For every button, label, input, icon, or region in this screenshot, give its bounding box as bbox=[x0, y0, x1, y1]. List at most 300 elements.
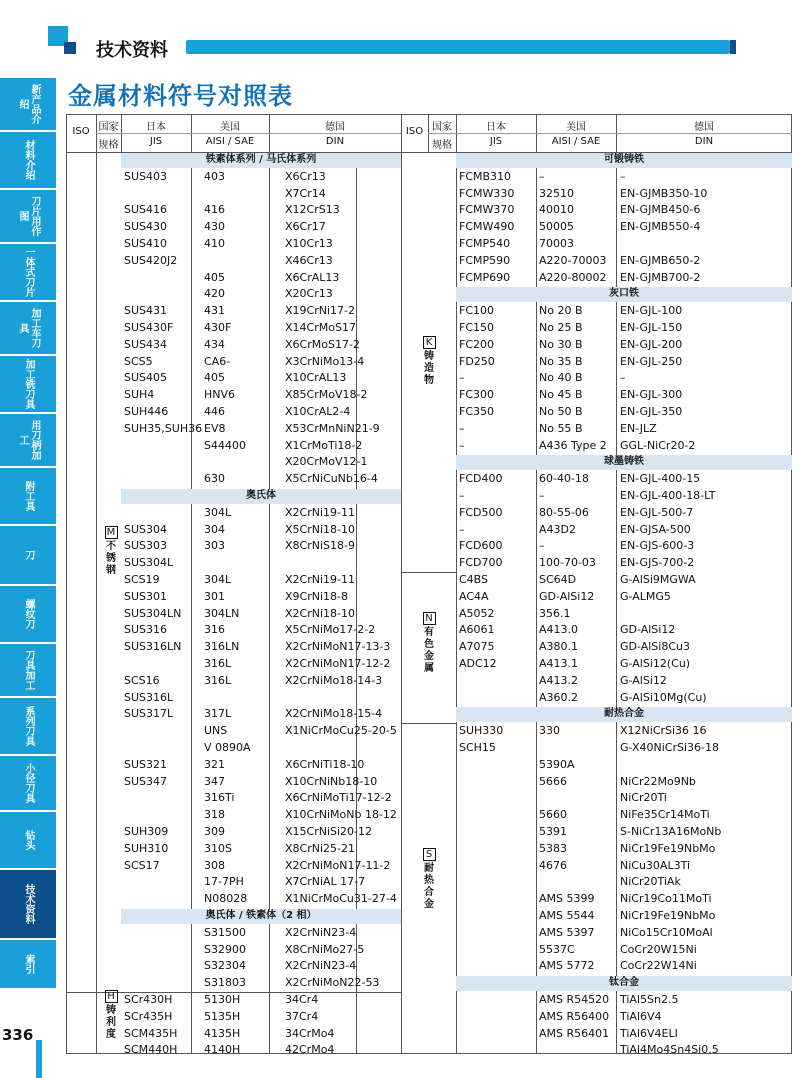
table-cell: X6CrAL13 bbox=[285, 270, 340, 284]
table-cell: EN-GJL-400-15 bbox=[620, 472, 701, 486]
table-cell: SUS303 bbox=[124, 539, 168, 553]
sidebar-item-label: 螺纹刀 bbox=[23, 599, 34, 629]
table-cell: SUH330 bbox=[459, 724, 504, 738]
sidebar-item[interactable] bbox=[0, 644, 56, 698]
table-cell: A360.2 bbox=[539, 690, 579, 704]
table-cell: X7Cr14 bbox=[285, 186, 326, 200]
category-letter: K bbox=[423, 336, 436, 349]
table-cell: 5666 bbox=[539, 774, 567, 788]
table-cell: 50005 bbox=[539, 220, 574, 234]
table-cell: C4BS bbox=[459, 573, 489, 586]
table-cell: SCH15 bbox=[459, 741, 496, 754]
table-cell: SCr430H bbox=[124, 993, 173, 1006]
table-cell: SUS301 bbox=[124, 589, 168, 603]
header-cell: JIS bbox=[149, 136, 163, 147]
table-cell: G-AlSi10Mg(Cu) bbox=[620, 690, 707, 704]
sidebar-item[interactable] bbox=[0, 870, 56, 940]
table-cell: No 25 B bbox=[539, 321, 583, 334]
table-cell: – bbox=[459, 489, 465, 502]
table-cell: X8CrNiS18-9 bbox=[285, 539, 355, 553]
table-cell: 430 bbox=[204, 220, 225, 234]
sidebar-item[interactable] bbox=[0, 132, 56, 190]
grid-line bbox=[456, 114, 457, 1054]
table-cell: X3CrNiMo13-4 bbox=[285, 354, 365, 368]
sidebar-item-label: 钻头 bbox=[23, 830, 34, 850]
table-cell: A6061 bbox=[459, 623, 495, 637]
side-nav bbox=[0, 78, 56, 1008]
table-cell: FCD700 bbox=[459, 556, 503, 570]
grid-line bbox=[96, 114, 97, 1054]
table-cell: SUS321 bbox=[124, 757, 168, 771]
grid-line bbox=[96, 133, 401, 134]
table-cell: X2CrNiMoN17-11-2 bbox=[285, 858, 391, 872]
table-cell: 60-40-18 bbox=[539, 472, 589, 486]
table-cell: GGL-NiCr20-2 bbox=[620, 438, 696, 452]
table-cell: No 40 B bbox=[539, 371, 583, 385]
table-cell: X2CrNiMo18-15-4 bbox=[285, 707, 383, 721]
header-cell: 日本 bbox=[486, 122, 506, 133]
table-cell: 356.1 bbox=[539, 606, 571, 620]
section-header: 奥氏体 bbox=[121, 489, 401, 504]
table-cell: X10CrAL2-4 bbox=[285, 405, 351, 418]
table-cell: X85CrMoV18-2 bbox=[285, 388, 368, 402]
grid-line bbox=[401, 572, 456, 573]
table-cell: NiFe35Cr14MoTi bbox=[620, 808, 710, 822]
table-cell: FCMP690 bbox=[459, 270, 511, 284]
table-cell: FC200 bbox=[459, 337, 495, 351]
table-cell: X2CrNi19-11 bbox=[285, 573, 355, 586]
table-cell: NiCr19Fe19NbMo bbox=[620, 841, 716, 855]
table-cell: X2CrNiMoN17-13-3 bbox=[285, 640, 391, 654]
table-cell: X5CrNi18-10 bbox=[285, 522, 355, 536]
table-cell: – bbox=[539, 169, 545, 183]
table-cell: No 45 B bbox=[539, 388, 583, 402]
material-category bbox=[414, 848, 444, 911]
header-cell: JIS bbox=[489, 136, 503, 147]
table-cell: 32510 bbox=[539, 186, 574, 200]
category-name: 不 bbox=[106, 541, 116, 552]
table-cell: 4676 bbox=[539, 858, 567, 872]
table-cell: 308 bbox=[204, 858, 225, 872]
sidebar-item[interactable] bbox=[0, 586, 56, 644]
table-cell: SUS316LN bbox=[124, 640, 182, 654]
table-cell: SUS317L bbox=[124, 707, 174, 721]
table-cell: G-ALMG5 bbox=[620, 589, 671, 603]
header-cell: 德国 bbox=[325, 122, 345, 133]
table-cell: A413.2 bbox=[539, 673, 579, 687]
category-name: 铸 bbox=[424, 351, 434, 362]
sidebar-item-label: 刀具加工 bbox=[23, 650, 34, 690]
table-cell: SCM440H bbox=[124, 1043, 178, 1057]
sidebar-item[interactable] bbox=[0, 78, 56, 132]
table-cell: SCS19 bbox=[124, 573, 160, 586]
table-cell: X1NiCrMoCu25-20-5 bbox=[285, 724, 397, 738]
grid-line bbox=[401, 723, 456, 724]
table-cell: G-AlSi12 bbox=[620, 673, 667, 687]
table-cell: X6Cr17 bbox=[285, 220, 326, 234]
header-cell: AISI / SAE bbox=[551, 136, 601, 147]
category-name: 金 bbox=[424, 651, 434, 662]
table-cell: SUH309 bbox=[124, 825, 169, 838]
table-cell: HNV6 bbox=[204, 388, 236, 402]
section-header: 可锻铸铁 bbox=[456, 153, 792, 168]
table-cell: SUS304 bbox=[124, 522, 168, 536]
table-cell: ADC12 bbox=[459, 657, 497, 670]
table-cell: S-NiCr13A16MoNb bbox=[620, 825, 722, 838]
category-name: 利 bbox=[106, 1017, 116, 1028]
table-cell: FCMP590 bbox=[459, 253, 511, 267]
table-cell: No 20 B bbox=[539, 304, 583, 318]
category-name: 合 bbox=[424, 887, 434, 898]
table-cell: SUH310 bbox=[124, 841, 169, 855]
table-cell: X2CrNiMo18-14-3 bbox=[285, 673, 383, 687]
table-cell: 5660 bbox=[539, 808, 567, 822]
material-category bbox=[96, 990, 126, 1041]
sidebar-item[interactable] bbox=[0, 356, 56, 414]
table-cell: EN-GJL-100 bbox=[620, 304, 683, 318]
table-cell: 420 bbox=[204, 287, 225, 301]
table-cell: – bbox=[539, 489, 545, 502]
table-cell: X10CrNiMoNb 18-12 bbox=[285, 808, 397, 822]
sidebar-item-label: 加工铣刀具 bbox=[23, 359, 34, 409]
category-letter: S bbox=[423, 848, 436, 861]
table-cell: 5390A bbox=[539, 757, 575, 771]
category-name: 有 bbox=[424, 627, 434, 638]
table-cell: X2CrNiMoN22-53 bbox=[285, 976, 380, 990]
table-cell: 5130H bbox=[204, 993, 241, 1006]
table-cell: – bbox=[620, 169, 626, 183]
table-cell: EN-GJL-350 bbox=[620, 405, 683, 418]
table-cell: 431 bbox=[204, 304, 225, 318]
table-cell: 5537C bbox=[539, 942, 575, 956]
table-cell: CoCr20W15Ni bbox=[620, 942, 697, 956]
table-cell: 4135H bbox=[204, 1026, 241, 1040]
table-cell: V 0890A bbox=[204, 741, 251, 754]
table-cell: No 55 B bbox=[539, 421, 583, 435]
table-cell: FCD600 bbox=[459, 539, 503, 553]
table-cell: No 30 B bbox=[539, 337, 583, 351]
table-cell: TiAl6V4ELI bbox=[620, 1026, 678, 1040]
page-edge-bar bbox=[36, 1040, 42, 1078]
header-cell: 德国 bbox=[694, 122, 714, 133]
header-cell: ISO bbox=[405, 126, 424, 137]
table-cell: X46Cr13 bbox=[285, 253, 333, 267]
sidebar-item[interactable] bbox=[0, 526, 56, 586]
category-letter: N bbox=[423, 612, 436, 625]
table-cell: X15CrNiSi20-12 bbox=[285, 825, 373, 838]
sidebar-item-label: 技术资料 bbox=[23, 884, 34, 924]
table-cell: SUS416 bbox=[124, 203, 168, 217]
table-cell: 430F bbox=[204, 321, 232, 334]
sidebar-item[interactable] bbox=[0, 414, 56, 468]
table-cell: EN-GJMB700-2 bbox=[620, 270, 701, 284]
material-category bbox=[96, 526, 126, 577]
sidebar-item[interactable] bbox=[0, 812, 56, 870]
table-cell: 318 bbox=[204, 808, 225, 822]
table-cell: EN-GJL-150 bbox=[620, 321, 683, 334]
header-cell: DIN bbox=[694, 136, 714, 147]
table-cell: EN-JLZ bbox=[620, 421, 657, 435]
category-letter: H bbox=[105, 990, 118, 1003]
sidebar-item-label: 附工具 bbox=[23, 481, 34, 511]
category-name: 造 bbox=[424, 363, 434, 374]
table-cell: S32304 bbox=[204, 959, 246, 973]
table-cell: X20Cr13 bbox=[285, 287, 333, 301]
sidebar-item-label: 系列刀具 bbox=[23, 706, 34, 746]
sidebar-item-label: 一体式刀片 bbox=[23, 247, 34, 297]
table-cell: SUS304LN bbox=[124, 606, 182, 620]
table-cell: S31803 bbox=[204, 976, 246, 990]
table-cell: X53CrMnNiN21-9 bbox=[285, 421, 380, 435]
table-cell: No 35 B bbox=[539, 354, 583, 368]
sidebar-item-label: 新产品介绍 bbox=[17, 84, 40, 124]
section-header: 铁素体系列 / 马氏体系列 bbox=[121, 153, 401, 168]
table-cell: SUS403 bbox=[124, 169, 168, 183]
table-cell: – bbox=[459, 438, 465, 452]
table-cell: SUS410 bbox=[124, 237, 168, 250]
section-header: 钛合金 bbox=[456, 976, 792, 991]
category-name: 色 bbox=[424, 639, 434, 650]
sidebar-item[interactable] bbox=[0, 468, 56, 526]
category-name: 物 bbox=[424, 375, 434, 386]
table-cell: FCD400 bbox=[459, 472, 503, 486]
table-cell: TiAl5Sn2.5 bbox=[620, 993, 679, 1006]
table-cell: SUS430 bbox=[124, 220, 168, 234]
header-cell: DIN bbox=[325, 136, 345, 147]
table-cell: 304L bbox=[204, 505, 232, 519]
material-category bbox=[414, 336, 444, 387]
table-cell: NiCr20TiAk bbox=[620, 875, 681, 889]
header-cell: AISI / SAE bbox=[205, 136, 255, 147]
table-cell: SUH4 bbox=[124, 388, 155, 402]
table-cell: CA6- bbox=[204, 354, 231, 368]
table-cell: 347 bbox=[204, 774, 225, 788]
table-cell: X2CrNi18-10 bbox=[285, 606, 355, 620]
sidebar-item-label: 索引 bbox=[23, 954, 34, 974]
table-cell: 310S bbox=[204, 841, 232, 855]
table-cell: FCMB310 bbox=[459, 169, 512, 183]
category-name: 度 bbox=[106, 1029, 116, 1040]
table-cell: 303 bbox=[204, 539, 225, 553]
section-title: 技术资料 bbox=[96, 40, 168, 61]
table-cell: CoCr22W14Ni bbox=[620, 959, 697, 973]
sidebar-item[interactable] bbox=[0, 698, 56, 756]
table-cell: SUH35,SUH36 bbox=[124, 421, 203, 435]
table-cell: 5135H bbox=[204, 1009, 241, 1023]
table-cell: G-AlSi12(Cu) bbox=[620, 657, 691, 670]
category-name: 耐 bbox=[424, 863, 434, 874]
table-cell: NiCr19Fe19NbMo bbox=[620, 909, 716, 922]
table-cell: 70003 bbox=[539, 237, 574, 250]
table-cell: SCS5 bbox=[124, 354, 153, 368]
table-cell: A436 Type 2 bbox=[539, 438, 607, 452]
grid-line bbox=[536, 114, 537, 1054]
table-cell: A7075 bbox=[459, 640, 495, 654]
table-cell: EN-GJL-300 bbox=[620, 388, 683, 402]
table-cell: GD-AlSi12 bbox=[539, 589, 595, 603]
header-cell: 美国 bbox=[566, 122, 586, 133]
table-cell: AMS R56401 bbox=[539, 1026, 610, 1040]
table-cell: X12CrS13 bbox=[285, 203, 340, 217]
table-cell: X12NiCrSi36 16 bbox=[620, 724, 707, 738]
table-cell: AMS R54520 bbox=[539, 993, 610, 1006]
table-cell: 34CrMo4 bbox=[285, 1026, 335, 1040]
table-cell: 17-7PH bbox=[204, 875, 244, 889]
category-name: 锈 bbox=[106, 553, 116, 564]
sidebar-item-label: 刀片用作图 bbox=[17, 196, 40, 236]
table-cell: X8CrNiMo27-5 bbox=[285, 942, 365, 956]
table-cell: 304 bbox=[204, 522, 225, 536]
table-cell: UNS bbox=[204, 724, 228, 738]
category-name: 铸 bbox=[106, 1005, 116, 1016]
category-name: 金 bbox=[424, 899, 434, 910]
table-cell: 5383 bbox=[539, 841, 567, 855]
table-cell: SUS420J2 bbox=[124, 253, 178, 267]
table-cell: 317L bbox=[204, 707, 232, 721]
table-cell: A413.1 bbox=[539, 657, 579, 670]
table-cell: NiCr20Ti bbox=[620, 791, 667, 805]
section-header: 耐热合金 bbox=[456, 707, 792, 722]
table-cell: X6CrNiMoTi17-12-2 bbox=[285, 791, 392, 805]
table-cell: EN-GJMB350-10 bbox=[620, 186, 708, 200]
table-cell: GD-AlSi12 bbox=[620, 623, 676, 637]
table-cell: 304LN bbox=[204, 606, 240, 620]
table-cell: EN-GJSA-500 bbox=[620, 522, 691, 536]
table-cell: X1NiCrMoCu31-27-4 bbox=[285, 892, 397, 906]
table-cell: 304L bbox=[204, 573, 232, 586]
table-cell: X5CrNiCuNb16-4 bbox=[285, 472, 378, 486]
sidebar-item-label: 用刀柄加工 bbox=[17, 420, 40, 460]
table-cell: – bbox=[459, 421, 465, 435]
table-cell: FCMW370 bbox=[459, 203, 515, 217]
table-cell: X20CrMoV12-1 bbox=[285, 455, 368, 469]
table-cell: 40010 bbox=[539, 203, 574, 217]
table-cell: AMS 5397 bbox=[539, 925, 595, 939]
table-cell: S32900 bbox=[204, 942, 246, 956]
table-cell: X7CrNiAL 17-7 bbox=[285, 875, 366, 889]
table-cell: 403 bbox=[204, 169, 225, 183]
table-cell: EN-GJL-250 bbox=[620, 354, 683, 368]
table-cell: X2CrNi19-11 bbox=[285, 505, 355, 519]
header-bar bbox=[186, 40, 730, 54]
table-cell: 42CrMo4 bbox=[285, 1043, 335, 1057]
table-cell: EN-GJS-700-2 bbox=[620, 556, 695, 570]
table-cell: X9CrNi18-8 bbox=[285, 589, 348, 603]
table-cell: X5CrNiMo17-2-2 bbox=[285, 623, 376, 637]
section-header: 灰口铁 bbox=[456, 287, 792, 302]
table-cell: 37Cr4 bbox=[285, 1009, 319, 1023]
table-cell: – bbox=[459, 522, 465, 536]
table-cell: FC350 bbox=[459, 405, 495, 418]
header-cell: 国家 bbox=[432, 122, 452, 133]
table-cell: X10CrNiNb18-10 bbox=[285, 774, 378, 788]
table-cell: TiAl6V4 bbox=[620, 1009, 662, 1023]
table-cell: SUS434 bbox=[124, 337, 168, 351]
table-cell: SUH446 bbox=[124, 405, 169, 418]
table-cell: X6CrNiTi18-10 bbox=[285, 757, 365, 771]
table-cell: NiCr19Co11MoTi bbox=[620, 892, 712, 906]
table-cell: 4140H bbox=[204, 1043, 241, 1057]
table-cell: AMS 5399 bbox=[539, 892, 595, 906]
table-cell: 316Ti bbox=[204, 791, 235, 805]
sidebar-item-label: 小径刀具 bbox=[23, 763, 34, 803]
table-cell: 316 bbox=[204, 623, 225, 637]
sidebar-item-label: 材料介绍 bbox=[23, 140, 34, 180]
table-cell: 301 bbox=[204, 589, 225, 603]
table-cell: EN-GJMB650-2 bbox=[620, 253, 701, 267]
table-cell: NiCu30AL3Ti bbox=[620, 858, 691, 872]
header-cell: ISO bbox=[72, 126, 90, 137]
table-cell: FCMP540 bbox=[459, 237, 511, 250]
table-cell: A220-80002 bbox=[539, 270, 607, 284]
table-cell: 316LN bbox=[204, 640, 240, 654]
table-cell: A5052 bbox=[459, 606, 495, 620]
table-cell: 405 bbox=[204, 371, 225, 385]
table-cell: FCMW490 bbox=[459, 220, 515, 234]
table-cell: FD250 bbox=[459, 354, 495, 368]
table-cell: AC4A bbox=[459, 589, 489, 603]
sidebar-item[interactable] bbox=[0, 190, 56, 244]
header-cell: 规格 bbox=[98, 140, 119, 151]
table-cell: GD-AlSi8Cu3 bbox=[620, 640, 690, 654]
page-number: 336 bbox=[2, 1026, 34, 1044]
header-cell: 国家 bbox=[98, 122, 119, 133]
table-cell: SUS430F bbox=[124, 321, 174, 334]
table-cell: EN-GJS-600-3 bbox=[620, 539, 695, 553]
category-letter: M bbox=[105, 526, 118, 539]
table-cell: N08028 bbox=[204, 892, 248, 906]
table-cell: 630 bbox=[204, 472, 225, 486]
table-cell: EN-GJL-200 bbox=[620, 337, 683, 351]
section-header: 球墨铸铁 bbox=[456, 455, 792, 470]
table-cell: NiCo15Cr10MoAl bbox=[620, 925, 713, 939]
table-cell: AMS R56400 bbox=[539, 1009, 610, 1023]
table-cell: S31500 bbox=[204, 925, 246, 939]
table-cell: A413.0 bbox=[539, 623, 579, 637]
grid-line bbox=[401, 114, 402, 1054]
sidebar-item[interactable] bbox=[0, 940, 56, 990]
table-cell: EN-GJL-400-18-LT bbox=[620, 489, 716, 502]
table-cell: 416 bbox=[204, 203, 225, 217]
table-cell: TiAl4Mo4Sn4Si0.5 bbox=[620, 1043, 719, 1057]
table-cell: EN-GJL-500-7 bbox=[620, 505, 694, 519]
table-cell: X2CrNiN23-4 bbox=[285, 959, 357, 973]
table-cell: 309 bbox=[204, 825, 225, 838]
section-header: 奥氏体 / 铁素体（2 相） bbox=[121, 909, 401, 924]
table-cell: X10CrAL13 bbox=[285, 371, 347, 385]
sidebar-item[interactable] bbox=[0, 244, 56, 302]
table-cell: G-X40NiCrSi36-18 bbox=[620, 741, 719, 754]
table-cell: 434 bbox=[204, 337, 225, 351]
table-cell: A380.1 bbox=[539, 640, 579, 654]
table-cell: SUS316L bbox=[124, 690, 174, 704]
sidebar-item[interactable] bbox=[0, 756, 56, 812]
sidebar-item[interactable] bbox=[0, 302, 56, 356]
table-cell: 321 bbox=[204, 757, 225, 771]
table-cell: X10Cr13 bbox=[285, 237, 333, 250]
table-cell: X19CrNi17-2 bbox=[285, 304, 355, 318]
table-cell: A220-70003 bbox=[539, 253, 607, 267]
table-cell: AMS 5772 bbox=[539, 959, 595, 973]
table-cell: 316L bbox=[204, 673, 232, 687]
table-cell: AMS 5544 bbox=[539, 909, 595, 922]
table-cell: X6Cr13 bbox=[285, 169, 326, 183]
table-cell: X14CrMoS17 bbox=[285, 321, 356, 334]
table-cell: SC64D bbox=[539, 573, 577, 586]
table-cell: X2CrNiMoN17-12-2 bbox=[285, 657, 391, 670]
table-cell: 34Cr4 bbox=[285, 993, 319, 1006]
table-cell: G-AlSi9MGWA bbox=[620, 573, 696, 586]
